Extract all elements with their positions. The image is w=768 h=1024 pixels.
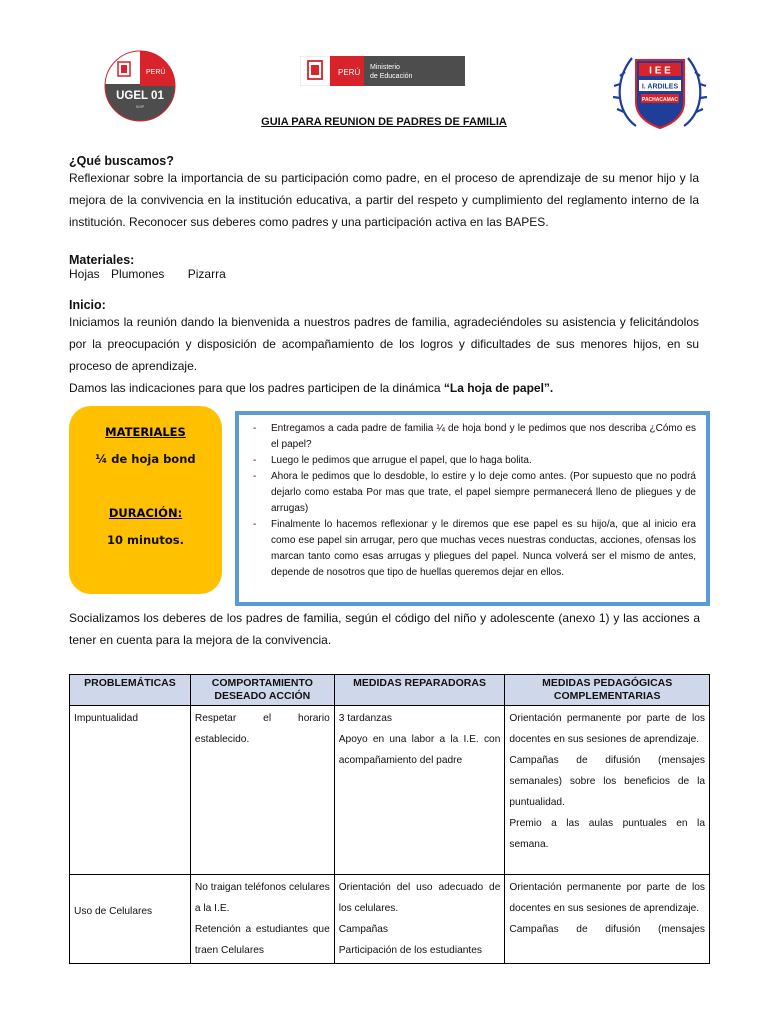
cell-reparadoras [334,875,505,964]
cell-line: No traigan teléfonos celulares a la I.E. [194,882,330,914]
duration-value: 10 minutos. [107,533,184,547]
convivencia-table [69,674,710,964]
cell-line: Campañas de difusión (mensajes [509,924,705,935]
table-row [70,875,710,964]
cell-problematica: Impuntualidad [70,706,191,875]
cell-comportamiento [190,706,334,875]
materials-label: MATERIALES [105,425,186,439]
cell-line: Orientación permanente por parte de los docentes en sus sesiones de aprendizaje. [509,713,705,745]
document-title: GUIA PARA REUNION DE PADRES DE FAMILIA [261,116,507,128]
column-header: PROBLEMÁTICAS [70,675,191,706]
ugel-logo [104,50,176,122]
school-name: I. ARDILES [641,83,679,91]
table-row [70,706,710,875]
text-inicio: Iniciamos la reunión dando la bienvenida a nuestros padres de familia, agradeciéndoles su asistencia y felicitándolos por la preocupación y disposición de acompañamiento de los logros y dificultades de sus menores hijos, en su proceso de aprendizaje. [69,315,699,373]
cell-line: Retención a estudiantes que traen Celulares [194,924,330,956]
dynamic-materials-box [69,406,222,594]
heading-inicio: Inicio: [69,298,106,312]
text-socializamos: Socializamos los deberes de los padres de familia, según el código del niño y adolescente (anexo 1) y las acciones a tener en cuenta para la mejora de la convivencia. [69,611,700,647]
ministry-logo [300,56,465,86]
ugel-sub: SMP [135,104,145,109]
column-header: MEDIDAS PEDAGÓGICAS COMPLEMENTARIAS [505,675,710,706]
cell-comportamiento [190,875,334,964]
cell-line: Orientación permanente por parte de los docentes en sus sesiones de aprendizaje. [509,882,705,914]
ministry-line1: Ministerio [370,64,400,71]
text-que-buscamos: Reflexionar sobre la importancia de su participación como padre, en el proceso de aprendizaje de su menor hijo y la mejora de la convivencia en la institución educativa, a partir del respeto y cumplimiento del reglamento interno de la institución. Reconocer sus deberes como padres y una participación activa en las BAPES. [69,171,699,229]
duration-label: DURACIÓN: [108,506,183,520]
ministry-country: PERÚ [338,68,361,77]
school-initials: I E E [649,65,671,77]
cell-line: Respetar el horario establecido. [194,713,330,745]
ugel-country: PERÚ [146,69,166,76]
heading-materiales: Materiales: [69,253,135,267]
cell-pedagogicas [505,706,710,875]
cell-reparadoras [334,706,505,875]
ugel-name: UGEL 01 [116,90,164,102]
materials-value: ¼ de hoja bond [95,452,196,466]
school-district: PACHACAMAC [641,97,679,103]
section-que-buscamos [69,154,699,233]
column-header: COMPORTAMIENTO DESEADO ACCIÓN [190,675,334,706]
heading-que-buscamos: ¿Qué buscamos? [69,154,174,168]
step-item: - Luego le pedimos que arrugue el papel, que lo haga bolita. [249,453,696,469]
material-item: Hojas [69,267,100,281]
step-item: - Entregamos a cada padre de familia ¼ de hoja bond y le pedimos que nos describa ¿Cómo es el papel? [249,421,696,453]
steps-list [249,421,696,581]
cell-line: Participación de los estudiantes [338,945,483,956]
ministry-line2: de Educación [370,73,413,80]
cell-line: Premio a las aulas puntuales en la semana. [509,818,705,850]
cell-line: Campañas de difusión (mensajes semanales) sobre los beneficios de la puntualidad. [509,755,705,808]
section-materiales [69,253,699,282]
cell-pedagogicas [505,875,710,964]
cell-line: Orientación del uso adecuado de los celulares. [338,882,501,914]
materiales-list [69,266,699,282]
text-dinamica [69,377,699,399]
dynamic-steps-box [235,411,710,606]
cell-line: Campañas [338,924,389,935]
material-item: Plumones [111,267,165,281]
cell-line: 3 tardanzas [338,713,392,724]
material-item: Pizarra [187,267,226,281]
step-item: - Ahora le pedimos que lo desdoble, lo estire y lo deje como antes. (Por supuesto que no podrá dejarlo como estaba Por mas que trate, el papel siempre permanecerá lleno de pliegues y de arrugas) [249,469,696,517]
section-inicio [69,298,699,399]
column-header: MEDIDAS REPARADORAS [334,675,505,706]
dinamica-name: “La hoja de papel”. [443,381,554,395]
cell-problematica: Uso de Celulares [70,875,191,964]
cell-line: Apoyo en una labor a la I.E. con acompañamiento del padre [338,734,501,766]
table-header-row [70,675,710,706]
dinamica-prefix: Damos las indicaciones para que los padres participen de la dinámica [69,381,444,395]
step-item: - Finalmente lo hacemos reflexionar y le diremos que ese papel es su hijo/a, que al inicio era como ese papel sin arrugar, pero que muchas veces nuestras conductas, acciones, ofensas los marcan tanto como esas arrugas y pliegues del papel. Nunca volverá ser el mismo de antes, depende de nosotros que tipo de huellas queremos dejar en ellos. [249,517,696,581]
